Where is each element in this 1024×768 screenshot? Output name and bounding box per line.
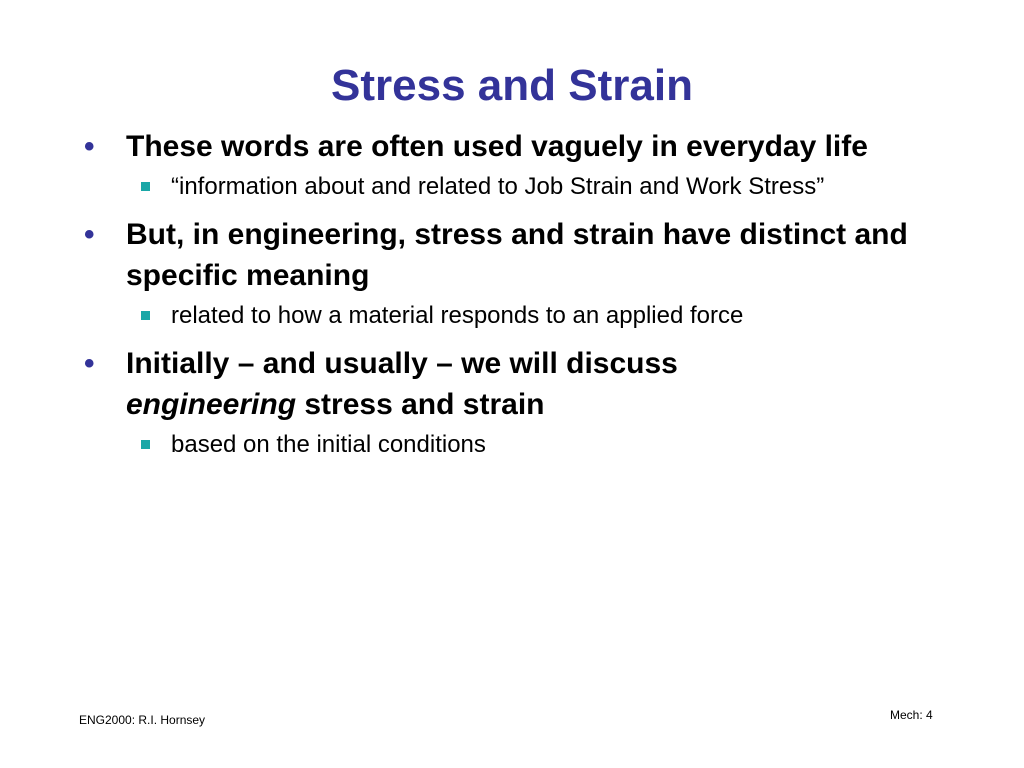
sub-bullet-text: “information about and related to Job Strain and Work Stress” (171, 173, 825, 200)
bullet-item-2 (84, 214, 944, 296)
bullet-item-3 (84, 343, 944, 425)
square-bullet-icon (141, 182, 150, 191)
sub-bullet-text: based on the initial conditions (171, 431, 486, 458)
bullet-list (84, 126, 944, 462)
bullet-text: But, in engineering, stress and strain have distinct and specific meaning (126, 218, 908, 292)
bullet-item-1 (84, 126, 944, 167)
bullet-text: These words are often used vaguely in everyday life (126, 130, 868, 163)
square-bullet-icon (141, 311, 150, 320)
bullet-text-emphasis: engineering (126, 388, 297, 421)
bullet-dot-icon: • (84, 347, 95, 380)
square-bullet-icon (141, 440, 150, 449)
sub-bullet-item-1 (84, 170, 944, 204)
footer-page-number: Mech: 4 (890, 708, 933, 722)
bullet-dot-icon: • (84, 218, 95, 251)
footer-course-label: ENG2000: R.I. Hornsey (79, 713, 206, 727)
bullet-text-start: Initially – and usually – we will discuss (126, 347, 678, 380)
bullet-text-end: stress and strain (304, 388, 545, 421)
sub-bullet-item-2 (84, 299, 944, 333)
sub-bullet-item-3 (84, 428, 944, 462)
slide-title: Stress and Strain (331, 61, 693, 110)
sub-bullet-text: related to how a material responds to an applied force (171, 302, 744, 329)
bullet-dot-icon: • (84, 130, 95, 163)
